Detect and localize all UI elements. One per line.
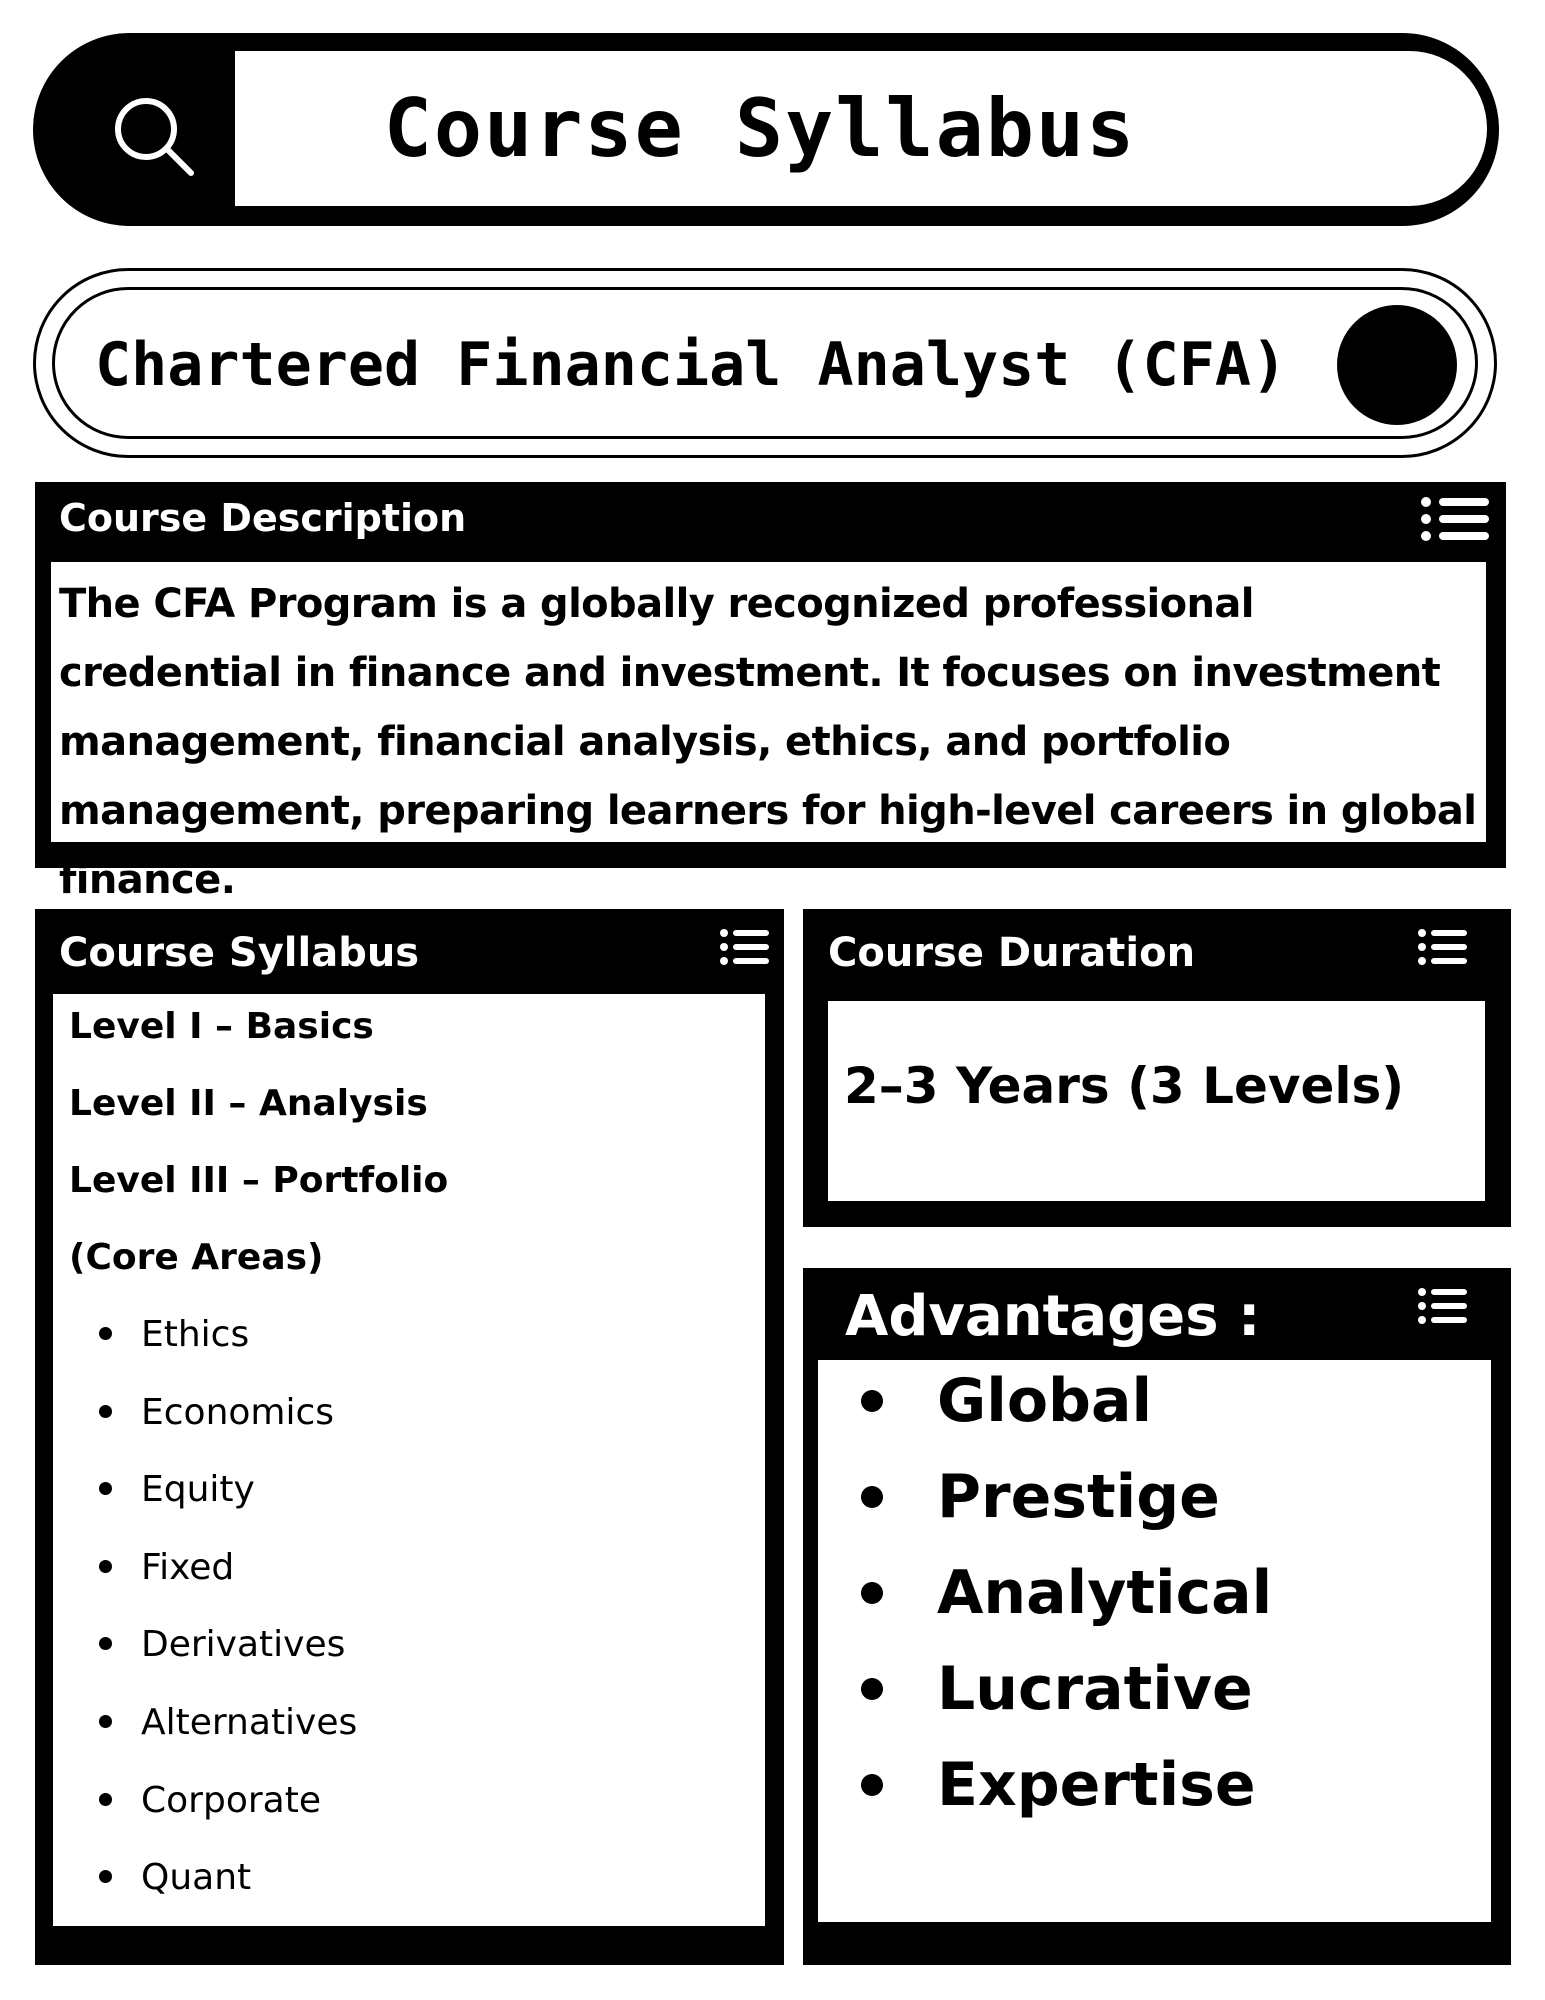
advantage-item: Expertise — [937, 1750, 1256, 1820]
list-icon — [1418, 1286, 1468, 1330]
bullet-icon — [861, 1582, 883, 1604]
duration-title: Course Duration — [828, 930, 1196, 976]
bullet-icon — [99, 1793, 112, 1806]
page-title: Course Syllabus — [383, 82, 1137, 175]
advantage-item: Global — [937, 1366, 1153, 1436]
bullet-icon — [99, 1405, 112, 1418]
bullet-icon — [861, 1486, 883, 1508]
advantage-item: Lucrative — [937, 1654, 1253, 1724]
advantages-panel — [803, 1268, 1511, 1965]
syllabus-level-2: Level II – Analysis — [69, 1083, 428, 1124]
bullet-icon — [861, 1390, 883, 1412]
core-area-item: Quant — [141, 1857, 252, 1898]
core-areas-heading: (Core Areas) — [69, 1237, 324, 1278]
bullet-icon — [861, 1774, 883, 1796]
description-body — [51, 562, 1486, 903]
core-area-item: Ethics — [141, 1314, 250, 1355]
program-name: Chartered Financial Analyst (CFA) — [95, 330, 1288, 400]
core-area-item: Derivatives — [141, 1624, 346, 1665]
list-icon — [1421, 494, 1491, 554]
duration-value: 2–3 Years (3 Levels) — [844, 1057, 1405, 1115]
syllabus-panel — [35, 909, 784, 1965]
program-pill-inner — [52, 287, 1478, 439]
header-search-bar — [33, 33, 1499, 226]
bullet-icon — [99, 1715, 112, 1728]
program-pill — [33, 268, 1497, 458]
search-icon[interactable] — [103, 91, 213, 181]
bullet-icon — [99, 1870, 112, 1883]
advantages-title: Advantages : — [845, 1284, 1261, 1349]
header-title-field — [235, 51, 1487, 206]
description-text: The CFA Program is a globally recognized professional credential in finance and investment. It focuses on investment management, financial analysis, ethics, and portfolio management, preparing learners for high-level careers in global finance. — [59, 581, 1477, 903]
list-icon — [720, 927, 770, 971]
duration-body — [828, 1001, 1485, 1201]
record-dot-icon — [1337, 305, 1457, 425]
advantage-item: Analytical — [937, 1558, 1273, 1628]
core-area-item: Economics — [141, 1392, 335, 1433]
advantage-item: Prestige — [937, 1462, 1220, 1532]
bullet-icon — [99, 1637, 112, 1650]
bullet-icon — [99, 1560, 112, 1573]
core-area-item: Equity — [141, 1469, 255, 1510]
bullet-icon — [99, 1482, 112, 1495]
duration-panel — [803, 909, 1511, 1227]
core-area-item: Alternatives — [141, 1702, 358, 1743]
syllabus-level-1: Level I – Basics — [69, 1006, 374, 1047]
bullet-icon — [99, 1327, 112, 1340]
description-panel — [35, 482, 1506, 903]
bullet-icon — [861, 1678, 883, 1700]
core-area-item: Fixed — [141, 1547, 235, 1588]
description-title: Course Description — [59, 496, 467, 540]
syllabus-body — [53, 994, 765, 1926]
syllabus-title: Course Syllabus — [59, 930, 420, 976]
advantages-body — [818, 1360, 1491, 1922]
syllabus-level-3: Level III – Portfolio — [69, 1160, 449, 1201]
list-icon — [1418, 927, 1468, 971]
core-area-item: Corporate — [141, 1780, 321, 1821]
